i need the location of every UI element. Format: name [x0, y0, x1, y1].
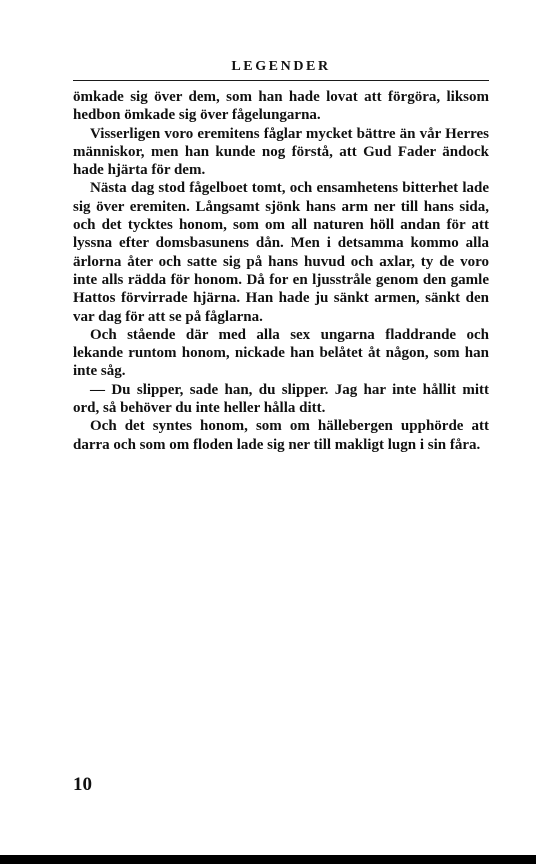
- paragraph-3: Nästa dag stod fågelboet tomt, och ensamhetens bitterhet lade sig över eremiten. Långsamt sjönk hans arm ner till hans sida, och det tycktes honom, som om all naturen höll andan för att lyssna efter domsbasunens dån. Men i detsamma kommo alla ärlorna åter och satte sig på hans huvud och axlar, ty de voro inte alls rädda för honom. Då for en ljusstråle genom den gamle Hattos förvirrade hjärna. Han hade ju sänkt armen, sänkt den var dag för att se på fåglarna.: [73, 180, 489, 325]
- running-head: LEGENDER: [231, 59, 331, 74]
- header-rule: [73, 80, 489, 81]
- paragraph-5: — Du slipper, sade han, du slipper. Jag har inte hållit mitt ord, så behöver du inte heller hålla ditt.: [73, 381, 489, 417]
- paragraph-1: ömkade sig över dem, som han hade lovat att förgöra, liksom hedbon ömkade sig över fågelungarna.: [73, 89, 489, 124]
- page-number: 10: [73, 774, 92, 795]
- paragraph-6: Och det syntes honom, som om hällebergen upphörde att darra och som om floden lade sig ner till makligt lugn i sin fåra.: [73, 418, 489, 453]
- paragraph-2: Visserligen voro eremitens fåglar mycket bättre än vår Herres människor, men han kunde nog förstå, att Gud Fader ändock hade hjärta för dem.: [73, 125, 489, 179]
- paragraph-4: Och stående där med alla sex ungarna fladdrande och lekande runtom honom, nickade han belåtet åt någon, som han inte såg.: [73, 326, 489, 380]
- scan-edge-bar: [0, 855, 536, 864]
- body-text: [73, 88, 489, 454]
